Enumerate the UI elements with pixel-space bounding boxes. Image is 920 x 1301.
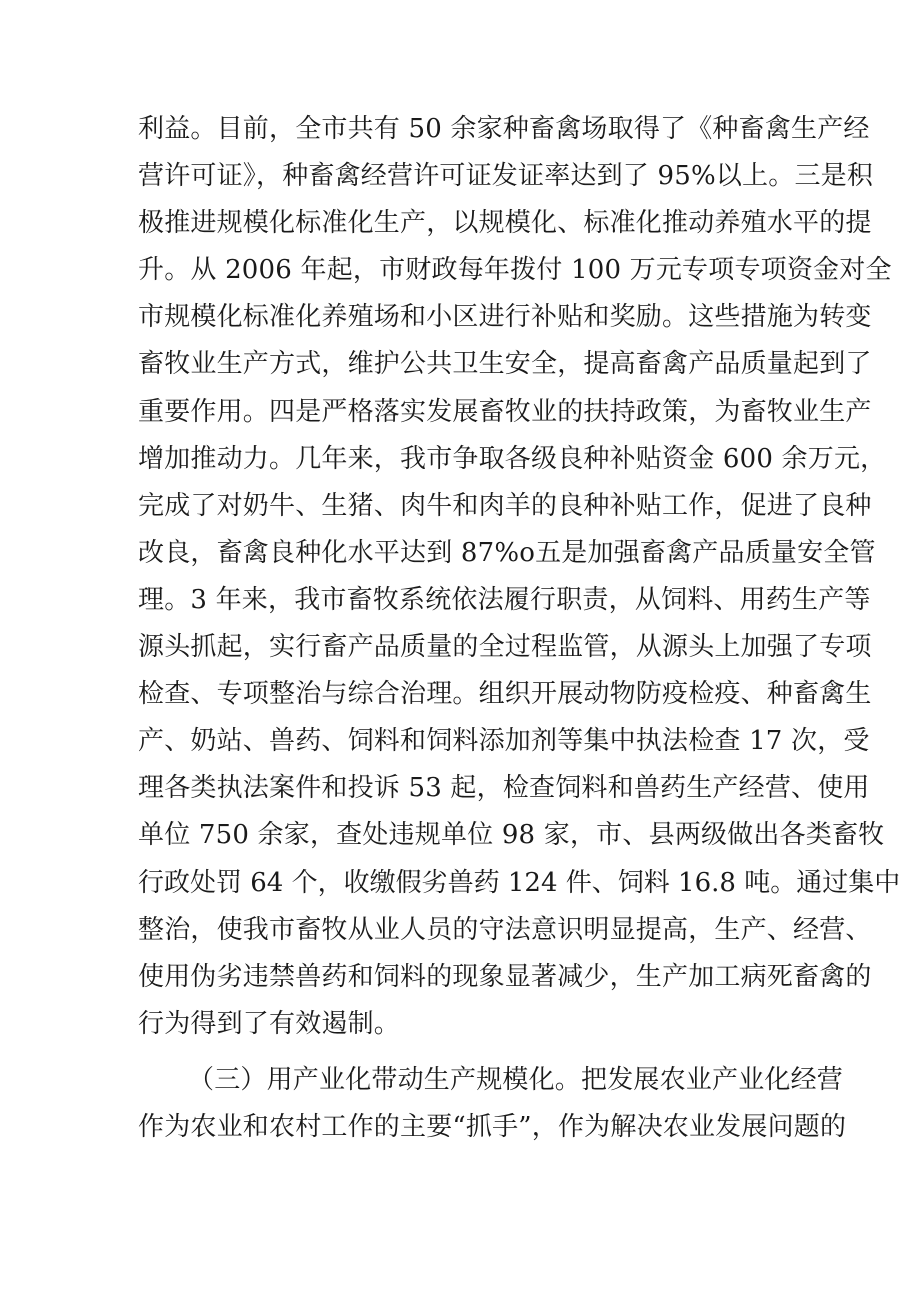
text-line: 理。3 年来，我市畜牧系统依法履行职责，从饲料、用药生产等 bbox=[138, 584, 871, 615]
body-text bbox=[138, 106, 901, 1151]
text-line: 产、奶站、兽药、饲料和饲料添加剂等集中执法检查 17 次，受 bbox=[138, 726, 870, 757]
text-line: 整治，使我市畜牧从业人员的守法意识明显提高，生产、经营、 bbox=[138, 914, 872, 945]
text-line: 营许可证》，种畜禽经营许可证发证率达到了 95%以上。三是积 bbox=[138, 161, 874, 192]
text-line: 升。从 2006 年起，市财政每年拨付 100 万元专项专项资金对全 bbox=[138, 255, 892, 286]
text-line: 检查、专项整治与综合治理。组织开展动物防疫检疫、种畜禽生 bbox=[138, 679, 872, 710]
text-line: 源头抓起，实行畜产品质量的全过程监管，从源头上加强了专项 bbox=[138, 632, 872, 663]
text-line: （三）用产业化带动生产规模化。把发展农业产业化经营 bbox=[188, 1064, 844, 1095]
text-line: 利益。目前，全市共有 50 余家种畜禽场取得了《种畜禽生产经 bbox=[138, 114, 870, 144]
text-line: 理各类执法案件和投诉 53 起，检查饲料和兽药生产经营、使用 bbox=[138, 773, 870, 804]
text-line: 畜牧业生产方式，维护公共卫生安全，提高畜禽产品质量起到了 bbox=[138, 349, 872, 380]
text-line: 市规模化标准化养殖场和小区进行补贴和奖励。这些措施为转变 bbox=[138, 302, 872, 333]
text-line: 完成了对奶牛、生猪、肉牛和肉羊的良种补贴工作，促进了良种 bbox=[138, 490, 872, 521]
text-line: 作为农业和农村工作的主要“抓手”，作为解决农业发展问题的 bbox=[138, 1111, 847, 1142]
text-line: 重要作用。四是严格落实发展畜牧业的扶持政策，为畜牧业生产 bbox=[138, 396, 872, 427]
text-line: 改良，畜禽良种化水平达到 87%o五是加强畜禽产品质量安全管 bbox=[138, 537, 876, 568]
paragraph-2 bbox=[138, 1057, 847, 1151]
paragraph-1 bbox=[138, 106, 901, 1048]
text-line: 增加推动力。几年来，我市争取各级良种补贴资金 600 余万元， bbox=[138, 443, 887, 474]
text-line: 单位 750 余家，查处违规单位 98 家，市、县两级做出各类畜牧 bbox=[138, 820, 885, 851]
text-line: 行为得到了有效遏制。 bbox=[138, 1008, 401, 1039]
text-line: 行政处罚 64 个，收缴假劣兽药 124 件、饲料 16.8 吨。通过集中 bbox=[138, 867, 901, 898]
paragraph-gap bbox=[138, 1048, 838, 1057]
text-line: 极推进规模化标准化生产，以规模化、标准化推动养殖水平的提 bbox=[138, 208, 872, 239]
text-line: 使用伪劣违禁兽药和饲料的现象显著减少，生产加工病死畜禽的 bbox=[138, 961, 872, 992]
